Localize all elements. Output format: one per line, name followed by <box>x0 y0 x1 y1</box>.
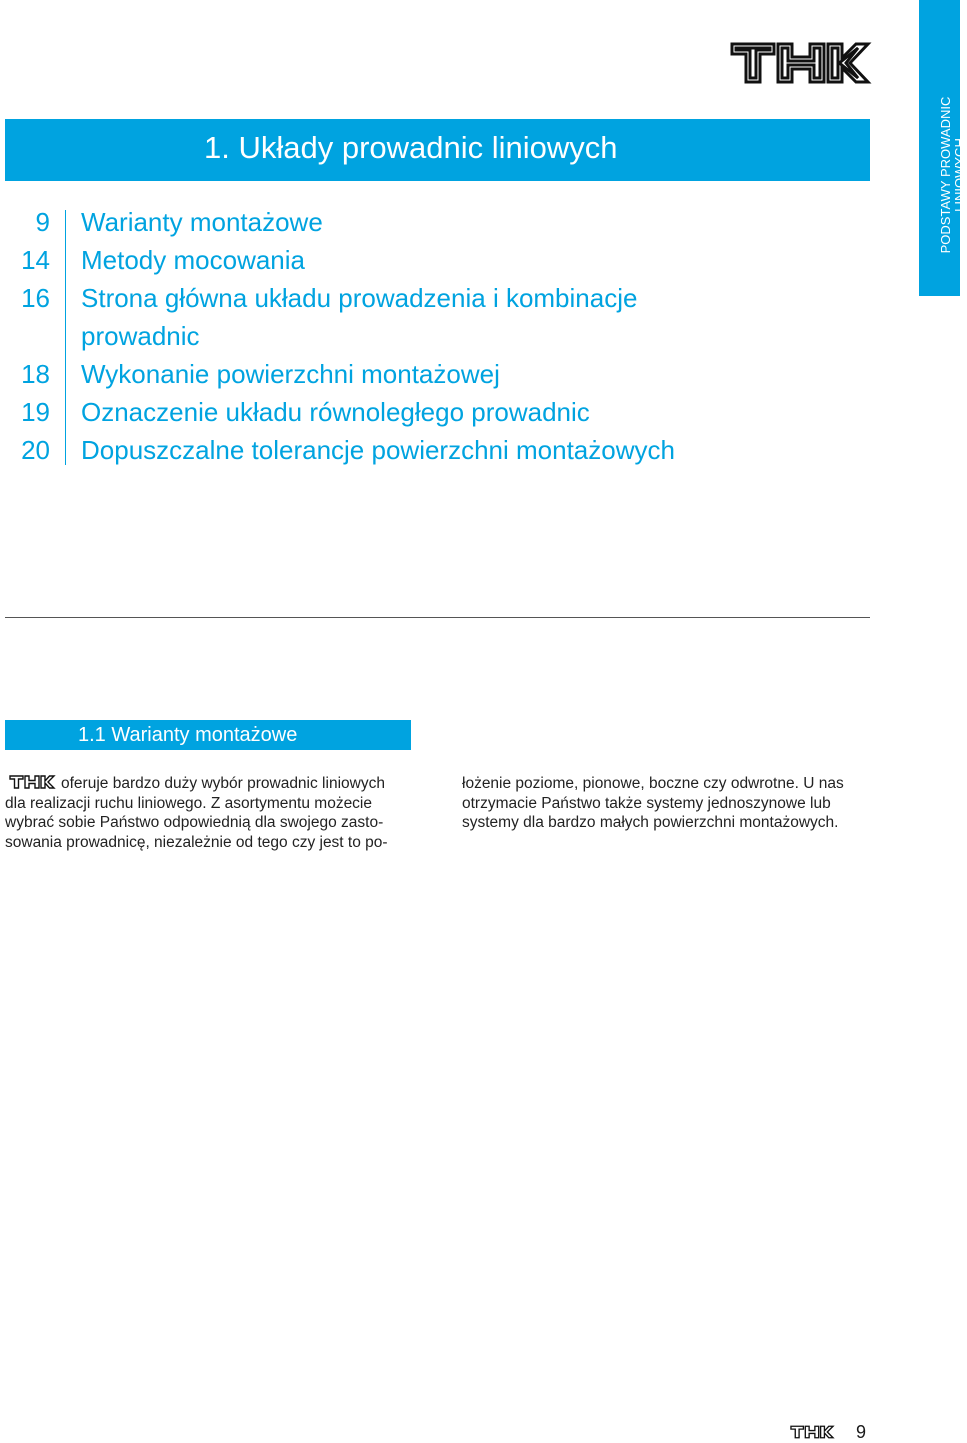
toc-item[interactable] <box>0 203 900 241</box>
page-number: 9 <box>856 1422 867 1442</box>
side-tab-line1: PODSTAWY PROWADNIC <box>938 96 953 254</box>
body-line: otrzymacie Państwo także systemy jednoszynowe lub <box>462 794 831 812</box>
toc-page-number: 16 <box>21 283 50 313</box>
toc-page-number: 9 <box>35 207 50 237</box>
side-tab-label <box>939 60 967 290</box>
section-title: 1.1 Warianty montażowe <box>78 724 298 746</box>
toc-page-number: 20 <box>21 435 50 465</box>
toc-page-number: 18 <box>21 359 50 389</box>
side-tab-line2: LINIOWYCH <box>952 138 967 212</box>
toc-label: Dopuszczalne tolerancje powierzchni montażowych <box>81 435 675 465</box>
toc-label: Strona główna układu prowadzenia i kombinacje prowadnic <box>81 283 638 351</box>
table-of-contents <box>0 203 900 469</box>
thk-inline-logo <box>9 775 55 789</box>
side-section-tab <box>919 0 967 296</box>
toc-item[interactable] <box>0 355 900 393</box>
body-line: systemy dla bardzo małych powierzchni montażowych. <box>462 814 839 831</box>
body-column-right <box>462 774 874 833</box>
toc-label: Warianty montażowe <box>81 207 323 237</box>
body-text: oferuje bardzo duży wybór prowadnic liniowych <box>61 775 385 792</box>
toc-item[interactable] <box>0 279 900 355</box>
toc-item[interactable] <box>0 393 900 431</box>
body-line: sowania prowadnicę, niezależnie od tego czy jest to po- <box>5 833 388 851</box>
body-column-left <box>5 774 417 852</box>
body-line: łożenie poziome, pionowe, boczne czy odwrotne. U nas <box>462 775 844 792</box>
thk-footer-logo <box>790 1425 834 1439</box>
chapter-title: 1. Układy prowadnic liniowych <box>204 130 618 165</box>
toc-label: Metody mocowania <box>81 245 305 275</box>
body-line <box>5 774 417 794</box>
body-line: dla realizacji ruchu liniowego. Z asortymentu możecie <box>5 794 372 812</box>
body-line: wybrać sobie Państwo odpowiednią dla swojego zasto- <box>5 814 384 831</box>
toc-page-number: 19 <box>21 397 50 427</box>
thk-logo <box>730 42 870 84</box>
toc-label: Wykonanie powierzchni montażowej <box>81 359 500 389</box>
section-divider <box>5 617 870 618</box>
toc-item[interactable] <box>0 431 900 469</box>
toc-page-number: 14 <box>21 245 50 275</box>
toc-item[interactable] <box>0 241 900 279</box>
toc-label: Oznaczenie układu równoległego prowadnic <box>81 397 590 427</box>
